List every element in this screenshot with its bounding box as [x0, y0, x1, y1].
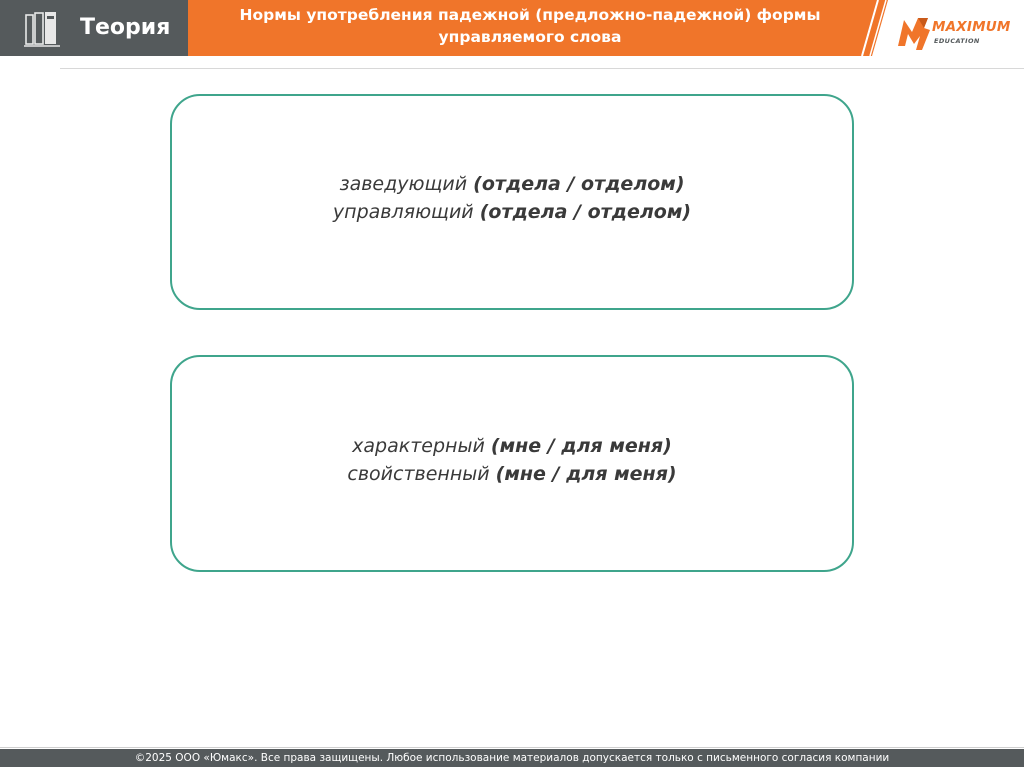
page-title: [210, 4, 850, 52]
logo-wordmark: MAXIMUM: [932, 19, 1011, 35]
example-line: [347, 432, 676, 460]
example-word: свойственный: [347, 462, 490, 485]
copyright-footer: ©2025 ООО «Юмакс». Все права защищены. Любое использование материалов допускается только с письменного согласия компании: [0, 749, 1024, 767]
example-line: [333, 198, 691, 226]
header-divider: [60, 68, 1024, 69]
example-card-1: [170, 94, 854, 310]
example-word: заведующий: [339, 173, 468, 195]
example-word: характерный: [352, 434, 485, 457]
example-card-2-lines: [347, 432, 676, 488]
page-title-line-2: управляемого слова: [438, 28, 622, 46]
maximum-logo-icon: [894, 10, 934, 54]
example-line: [347, 460, 676, 488]
example-card-2: [170, 355, 854, 572]
maximum-logo: [894, 10, 1020, 54]
section-label: Теория: [80, 15, 171, 40]
footer-divider: [0, 747, 1024, 748]
example-line: [333, 170, 691, 198]
example-options: (отдела / отделом): [473, 173, 685, 195]
example-word: управляющий: [332, 201, 474, 223]
book-icon: [24, 11, 66, 47]
example-card-1-lines: [333, 170, 691, 226]
example-options: (мне / для меня): [495, 462, 677, 485]
example-options: (мне / для меня): [490, 434, 672, 457]
logo-subtitle: EDUCATION: [934, 37, 980, 45]
header-section-block: [0, 0, 196, 56]
page-title-line-1: Нормы употребления падежной (предложно-падежной) формы: [239, 6, 821, 24]
example-options: (отдела / отделом): [479, 201, 692, 223]
